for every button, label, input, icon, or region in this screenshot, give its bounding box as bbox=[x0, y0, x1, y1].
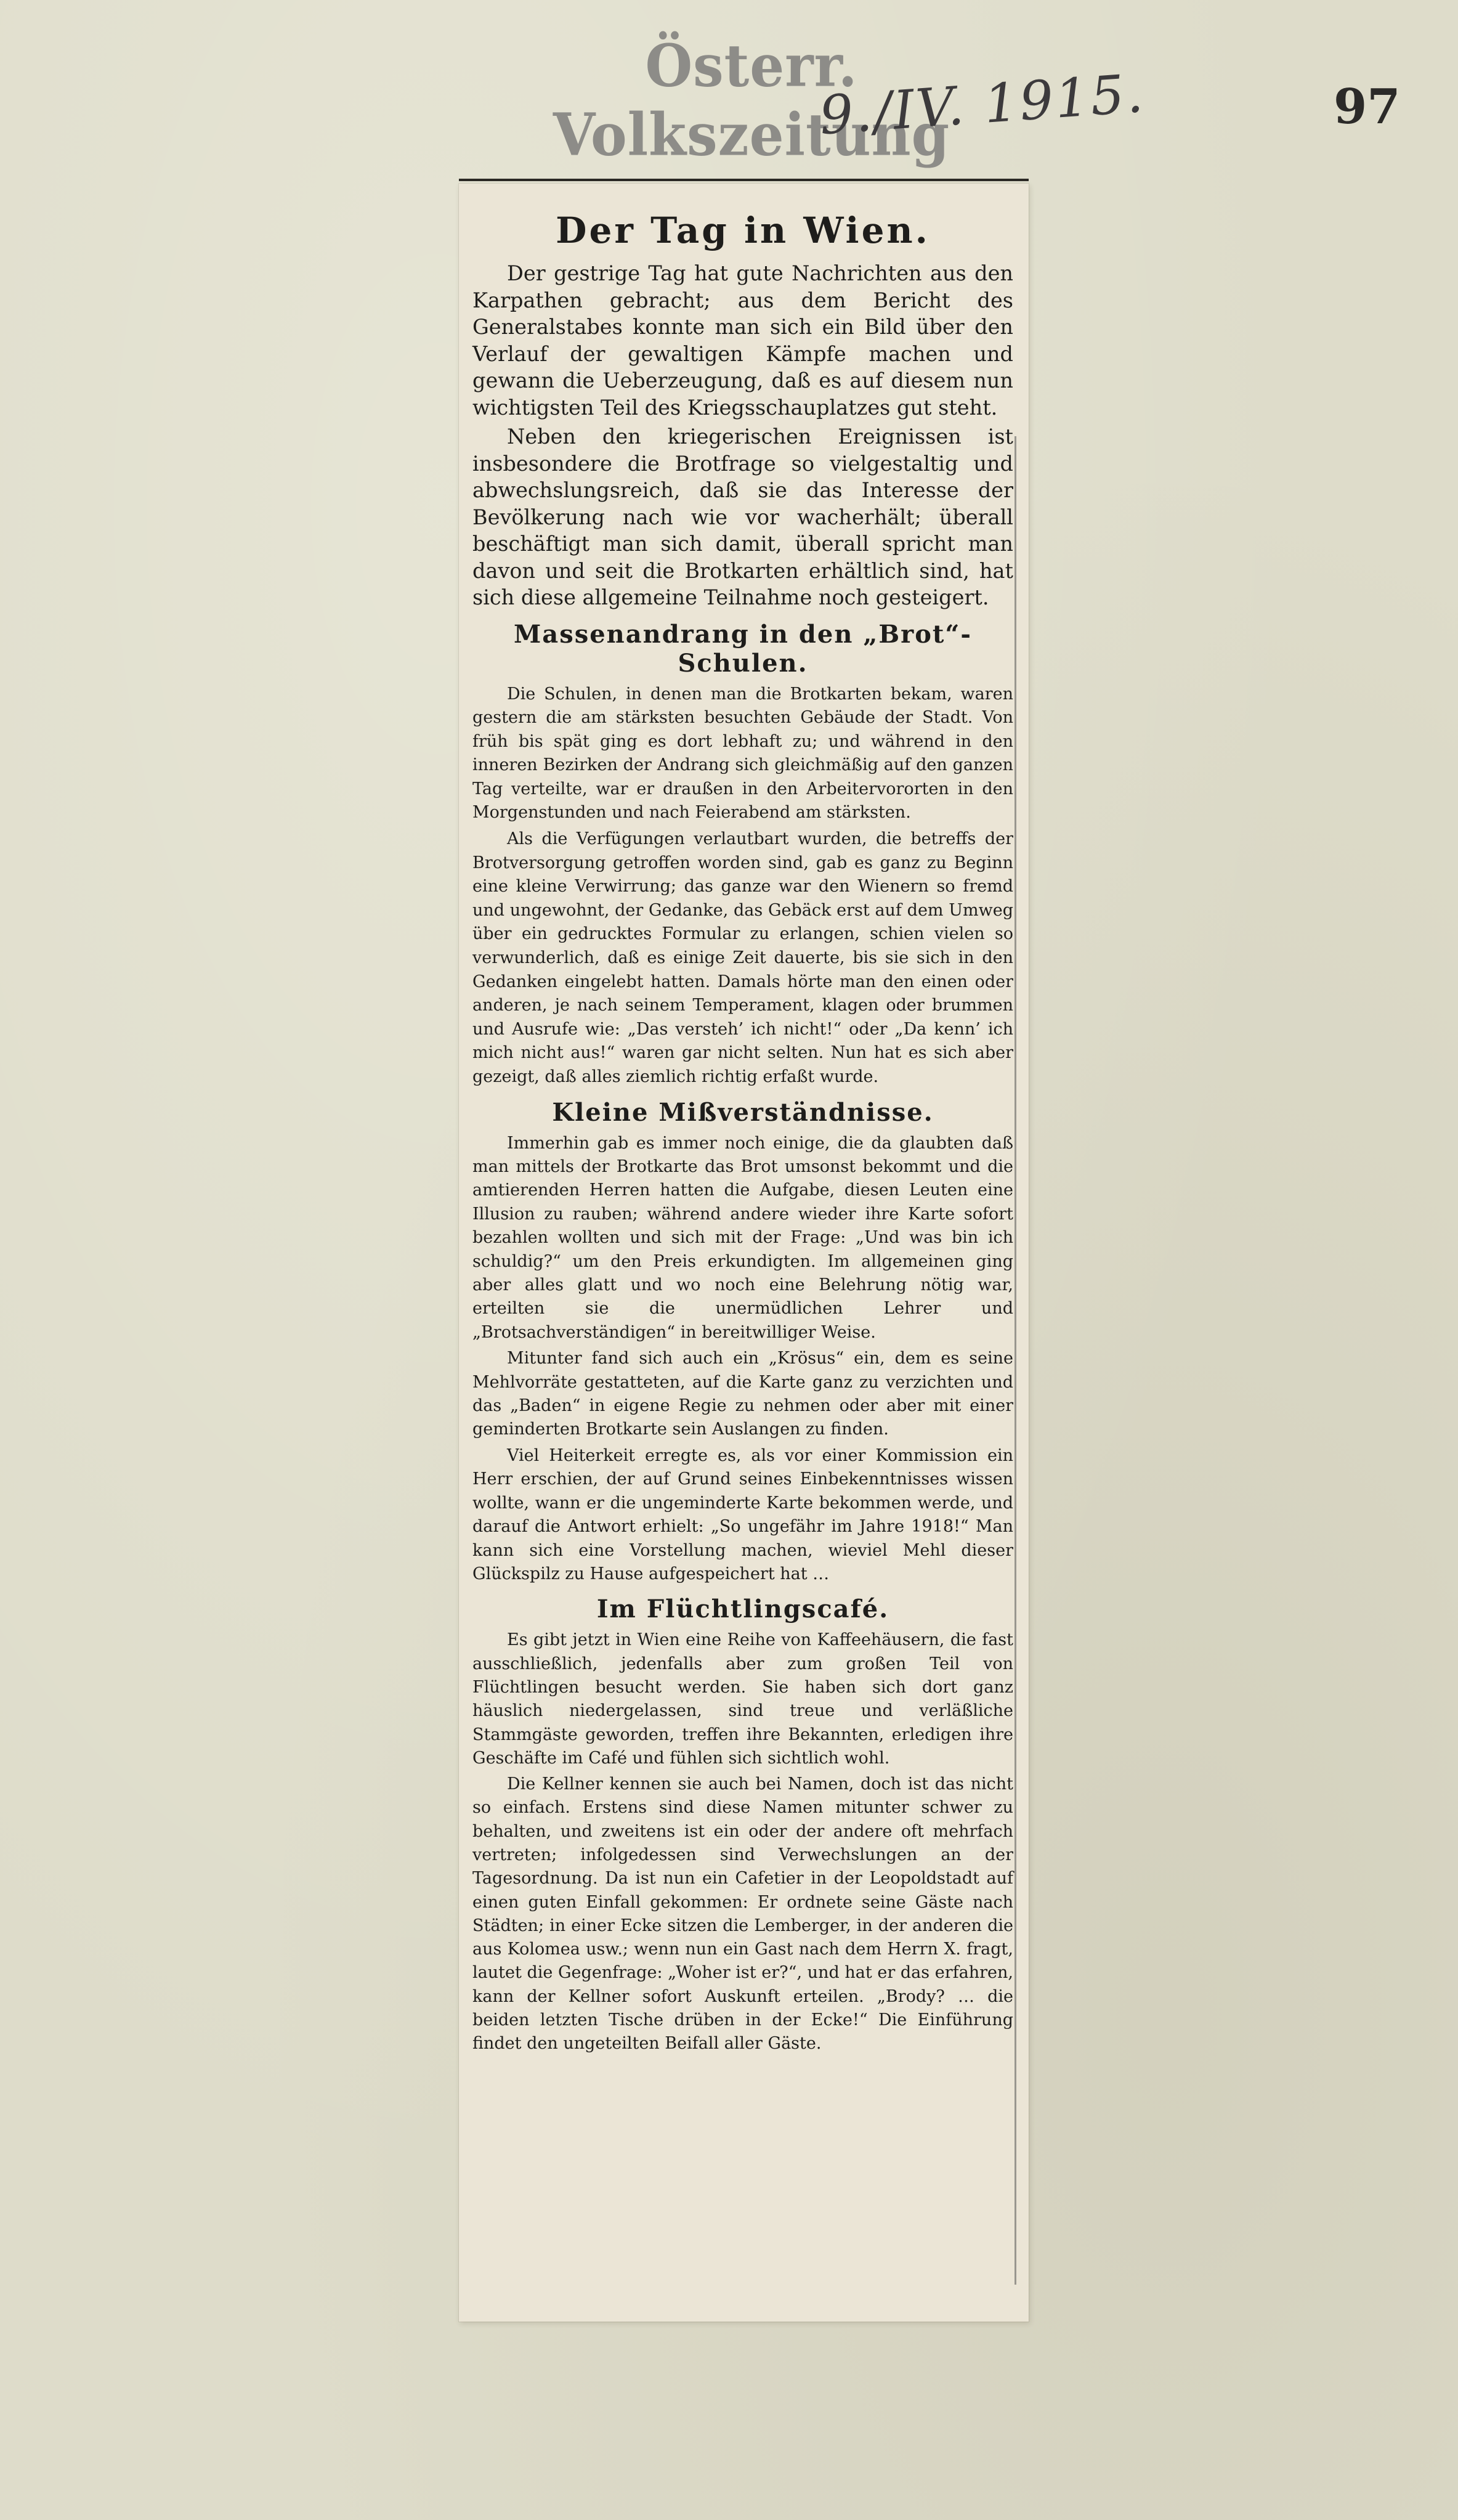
section-paragraph: Immerhin gab es immer noch einige, die da glaubten daß man mittels der Brotkarte das Brot umsonst bekommt und die amtierenden Herren hatten die Aufgabe, diesen Leuten eine Illusion zu rauben; während andere wieder ihre Karte sofort bezahlen wollten und sich mit der Frage: „Und was bin ich schuldig?“ um den Preis erkundigten. Im allgemeinen ging aber alles glatt und wo noch eine Belehrung nötig war, erteilten sie die unermüdlichen Lehrer und „Brotsachverständigen“ in bereitwilliger Weise. bbox=[472, 1133, 1013, 1342]
section-fluechtlingscafe bbox=[472, 1595, 1013, 2055]
newspaper-clipping bbox=[459, 184, 1029, 2322]
handwritten-date: 9./IV. 1915. bbox=[817, 62, 1147, 147]
section-paragraph: Mitunter fand sich auch ein „Krösus“ ein, dem es seine Mehlvorräte gestatteten, auf die Karte ganz zu verzichten und das „Baden“ in eigene Regie zu nehmen oder aber mit einer geminderten Brotkarte sein Auslangen zu finden. bbox=[472, 1349, 1013, 1439]
clipping-top-rule bbox=[459, 179, 1029, 181]
section-paragraph: Als die Verfügungen verlautbart wurden, die betreffs der Brotversorgung getroffen worden sind, gab es ganz zu Beginn eine kleine Verwirrung; das ganze war den Wienern so fremd und ungewohnt, der Gedanke, das Gebäck erst auf dem Umweg über ein gedrucktes Formular zu erlangen, schien vielen so verwunderlich, daß es einige Zeit dauerte, bis sie sich in den Gedanken eingelebt hatten. Damals hörte man den einen oder anderen, je nach seinem Temperament, klagen oder brummen und Ausrufe wie: „Das versteh’ ich nicht!“ oder „Da kenn’ ich mich nicht aus!“ waren gar nicht selten. Nun hat es sich aber gezeigt, daß alles ziemlich richtig erfaßt wurde. bbox=[472, 829, 1013, 1086]
section-paragraph: Viel Heiterkeit erregte es, als vor einer Kommission ein Herr erschien, der auf Grund seines Einbekenntnisses wissen wollte, wann er die ungeminderte Karte bekommen werde, und darauf die Antwort erhielt: „So ungefähr im Jahre 1918!“ Man kann sich eine Vorstellung machen, wieviel Mehl dieser Glückspilz zu Hause aufgespeichert hat … bbox=[472, 1445, 1013, 1583]
section-brot-schulen bbox=[472, 620, 1013, 1089]
section-heading: Massenandrang in den „Brot“-Schulen. bbox=[514, 619, 972, 678]
article-title: Der Tag in Wien. bbox=[556, 209, 930, 251]
section-missverstaendnisse bbox=[472, 1098, 1013, 1587]
lead-paragraph: Der gestrige Tag hat gute Nachrichten aus den Karpathen gebracht; aus dem Bericht des Generalstabes konnte man sich ein Bild über den Verlauf der gewaltigen Kämpfe machen und gewann die Ueberzeugung, daß es auf diesem nun wichtigsten Teil des Kriegsschauplatzes gut steht. bbox=[472, 261, 1013, 420]
section-paragraph: Es gibt jetzt in Wien eine Reihe von Kaffeehäusern, die fast ausschließlich, jedenfalls aber zum großen Teil von Flüchtlingen besucht werden. Sie haben sich dort ganz häuslich niedergelassen, sind treue und verläßliche Stammgäste geworden, treffen ihre Bekannten, erledigen ihre Geschäfte im Café und fühlen sich sichtlich wohl. bbox=[472, 1630, 1013, 1768]
column-rule bbox=[1015, 436, 1016, 2285]
section-paragraph: Die Kellner kennen sie auch bei Namen, doch ist das nicht so einfach. Erstens sind diese Namen mitunter schwer zu behalten, und zweitens ist ein oder der andere oft mehrfach vertreten; infolgedessen sind Verwechslungen an der Tagesordnung. Da ist nun ein Cafetier in der Leopoldstadt auf einen guten Einfall gekommen: Er ordnete seine Gäste nach Städten; in einer Ecke sitzen die Lemberger, in der anderen die aus Kolomea usw.; wenn nun ein Gast nach dem Herrn X. fragt, lautet die Gegenfrage: „Woher ist er?“, und hat er das erfahren, kann der Kellner sofort Auskunft erteilen. „Brody? … die beiden letzten Tische drüben in der Ecke!“ Die Einführung findet den ungeteilten Beifall aller Gäste. bbox=[472, 1774, 1013, 2054]
newspaper-source-stamp: Österr. Volkszeitung bbox=[553, 30, 950, 169]
page-number: 97 bbox=[1334, 79, 1401, 135]
section-heading: Im Flüchtlingscafé. bbox=[596, 1595, 889, 1624]
lead-paragraph: Neben den kriegerischen Ereignissen ist insbesondere die Brotfrage so vielgestaltig und abwechslungsreich, daß sie das Interesse der Bevölkerung nach wie vor wacherhält; überall beschäftigt man sich damit, überall spricht man davon und seit die Brotkarten erhältlich sind, hat sich diese allgemeine Teilnahme noch gesteigert. bbox=[472, 425, 1013, 609]
lead-section bbox=[472, 260, 1013, 611]
section-paragraph: Die Schulen, in denen man die Brotkarten bekam, waren gestern die am stärksten besuchten Gebäude der Stadt. Von früh bis spät ging es dort lebhaft zu; und während in den inneren Bezirken der Andrang sich gleichmäßig auf den ganzen Tag verteilte, war er draußen in den Arbeitervororten in den Morgenstunden und nach Feierabend am stärksten. bbox=[472, 684, 1013, 823]
article bbox=[472, 196, 1013, 2059]
section-heading: Kleine Mißverständnisse. bbox=[552, 1097, 934, 1127]
